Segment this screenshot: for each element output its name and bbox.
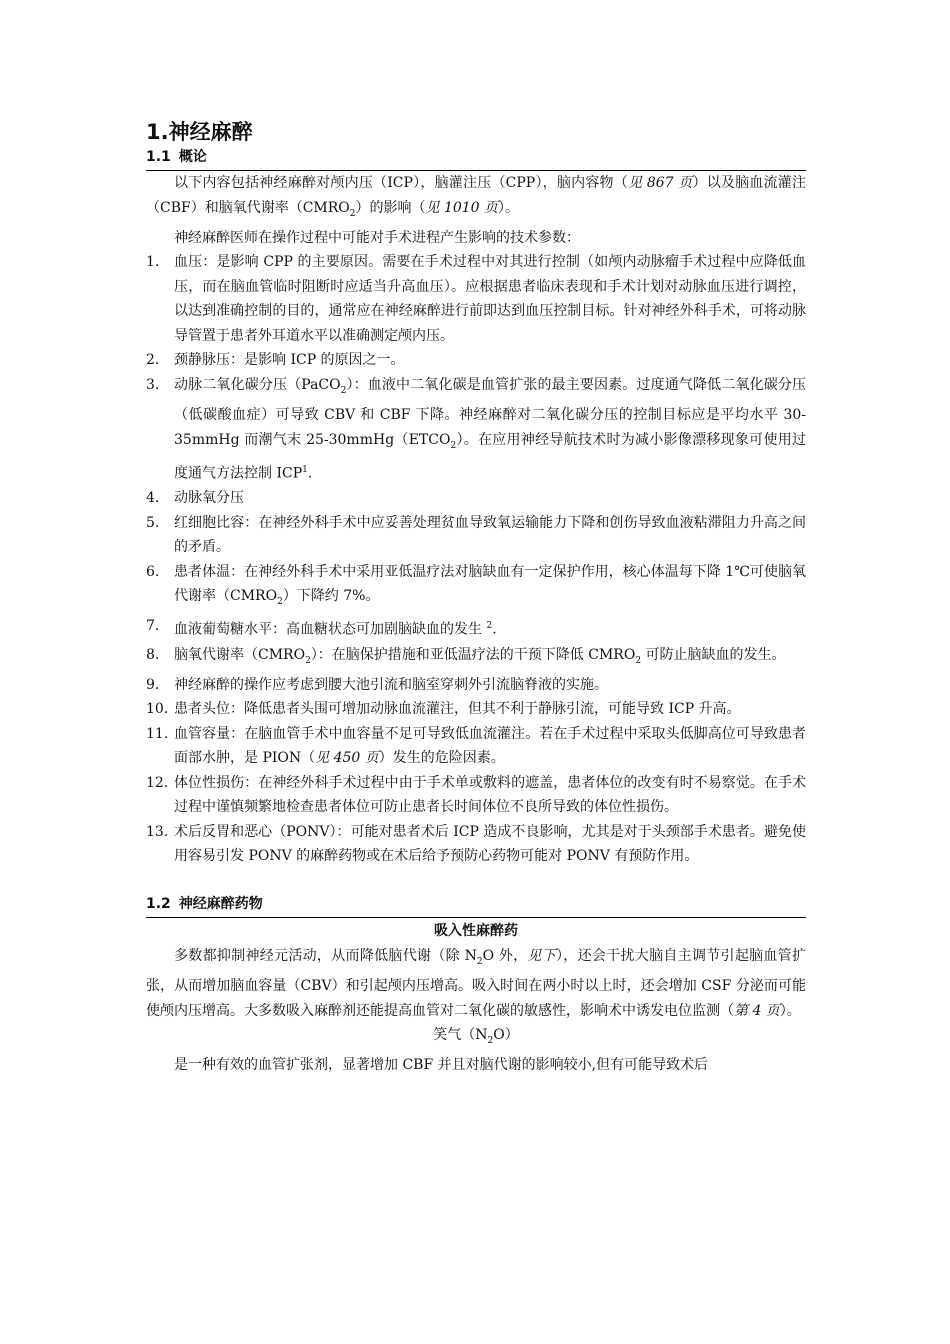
intro-paragraph-2: 神经麻醉医师在操作过程中可能对手术进程产生影响的技术参数： [174, 229, 580, 246]
page-reference: 见 867 页 [627, 175, 693, 191]
page-reference: 第 4 页 [734, 1002, 780, 1019]
section-title: 概论 [178, 149, 207, 165]
list-item: 9. 神经麻醉的操作应考虑到腰大池引流和脑室穿刺外引流脑脊液的实施。 [146, 676, 608, 693]
section-number: 1.2 [146, 895, 171, 912]
chapter-heading: 1.神经麻醉 [146, 120, 253, 144]
list-item: 10. 患者头位：降低患者头围可增加动脉血流灌注，但其不利于静脉引流，可能导致 ICP 升高。 [146, 701, 741, 718]
section-heading-1-1 [146, 146, 806, 171]
list-item: 1. 血压：是影响 CPP 的主要原因。需要在手术过程中对其进行控制（如颅内动脉瘤手术过程中应降低血压，而在脑血管临时阻断时应适当升高血压）。应根据患者临床表现和手术计划对动脉血压进行调控，以达到准确控制的目的，通常应在神经麻醉进行前即达到血压控制目标。针对神经外科手术，可将动脉导管置于患者外耳道水平以准确测定颅内压。 [146, 254, 806, 344]
n2o-title: 笑气$(N_2O)$ [433, 1027, 519, 1046]
list-item: 2. 颈静脉压：是影响 ICP 的原因之一。 [146, 352, 405, 369]
subsection-title: 吸入性麻醉药 [434, 922, 518, 939]
inhaled-paragraph: 多数都抑制神经元活动，从而降低脑代谢（除 $N_2O$ 外，见下），还会干扰大脑自主调节引起脑血管扩张，从而增加脑血容量（CBV）和引起颅内压增高。吸入时间在两小时以上时，还会增加 CSF 分泌而可能使颅内压增高。大多数吸入麻醉剂还能提高血管对二氧化碳的敏感性，影响术中诱发电位监测（第 4 页）。 [146, 947, 807, 1019]
list-item: 4. 动脉氧分压 [146, 490, 244, 507]
document-page [146, 118, 806, 1077]
intro-paragraph: 以下内容包括神经麻醉对颅内压（ICP），脑灌注压（CPP），脑内容物（见 867 页）以及脑血流灌注（CBF）和脑氧代谢率$(CMRO_2)$的影响（见 1010 页）。 [146, 175, 807, 219]
list-item: 3. 动脉二氧化碳分压（PaCO$_2$）：血液中二氧化碳是血管扩张的最主要因素。过度通气降低二氧化碳分压（低碳酸血症）可导致 CBV 和 CBF 下降。神经麻醉对二氧化碳分压的控制目标应是平均水平 30-35mmHg 而潮气末 $25-30mmHg(ETCO_2)$。在应用神经导航技术时为减小影像漂移现象可使用过度通气方法控制 ICP$^1$. [146, 376, 807, 482]
list-item: 5. 红细胞比容：在神经外科手术中应妥善处理贫血导致氧运输能力下降和创伤导致血液粘滞阻力升高之间的矛盾。 [146, 514, 806, 556]
section-number: 1.1 [146, 149, 171, 165]
n2o-paragraph: 是一种有效的血管扩张剂，显著增加 CBF 并且对脑代谢的影响较小,但有可能导致术后 [174, 1056, 709, 1073]
section-title: 神经麻醉药物 [178, 895, 263, 912]
page-reference: 见下 [527, 947, 557, 964]
list-item: 12. 体位性损伤：在神经外科手术过程中由于手术单或敷料的遮盖，患者体位的改变有时不易察觉。在手术过程中谨慎频繁地检查患者体位可防止患者长时间体位不良所导致的体位性损伤。 [146, 774, 806, 816]
list-item: 11. 血管容量：在脑血管手术中血容量不足可导致低血流灌注。若在手术过程中采取头低脚高位可导致患者面部水肿，是 PION（见 450 页）发生的危险因素。 [146, 725, 806, 767]
page-reference: 见 450 页 [315, 750, 379, 767]
list-item: 7. 血液葡萄糖水平：高血糖状态可加剧脑缺血的发生 $^2$. [146, 618, 497, 638]
section-heading-1-2 [146, 893, 806, 918]
parameter-list [146, 250, 806, 869]
list-item: 8. 脑氧代谢率$(CMRO_2)$：在脑保护措施和亚低温疗法的干预下降低 $CMRO_2$ 可防止脑缺血的发生。 [146, 646, 786, 666]
list-item: 6. 患者体温：在神经外科手术中采用亚低温疗法对脑缺血有一定保护作用，核心体温每下降 1℃可使脑氧代谢率$(CMRO_2)$下降约 7%。 [146, 563, 806, 607]
list-item: 13. 术后反胃和恶心（PONV）：可能对患者术后 ICP 造成不良影响，尤其是对于头颈部手术患者。避免使用容易引发 PONV 的麻醉药物或在术后给予预防心药物可能对 PONV 有预防作用。 [146, 823, 806, 865]
page-reference: 见 1010 页 [425, 199, 499, 216]
